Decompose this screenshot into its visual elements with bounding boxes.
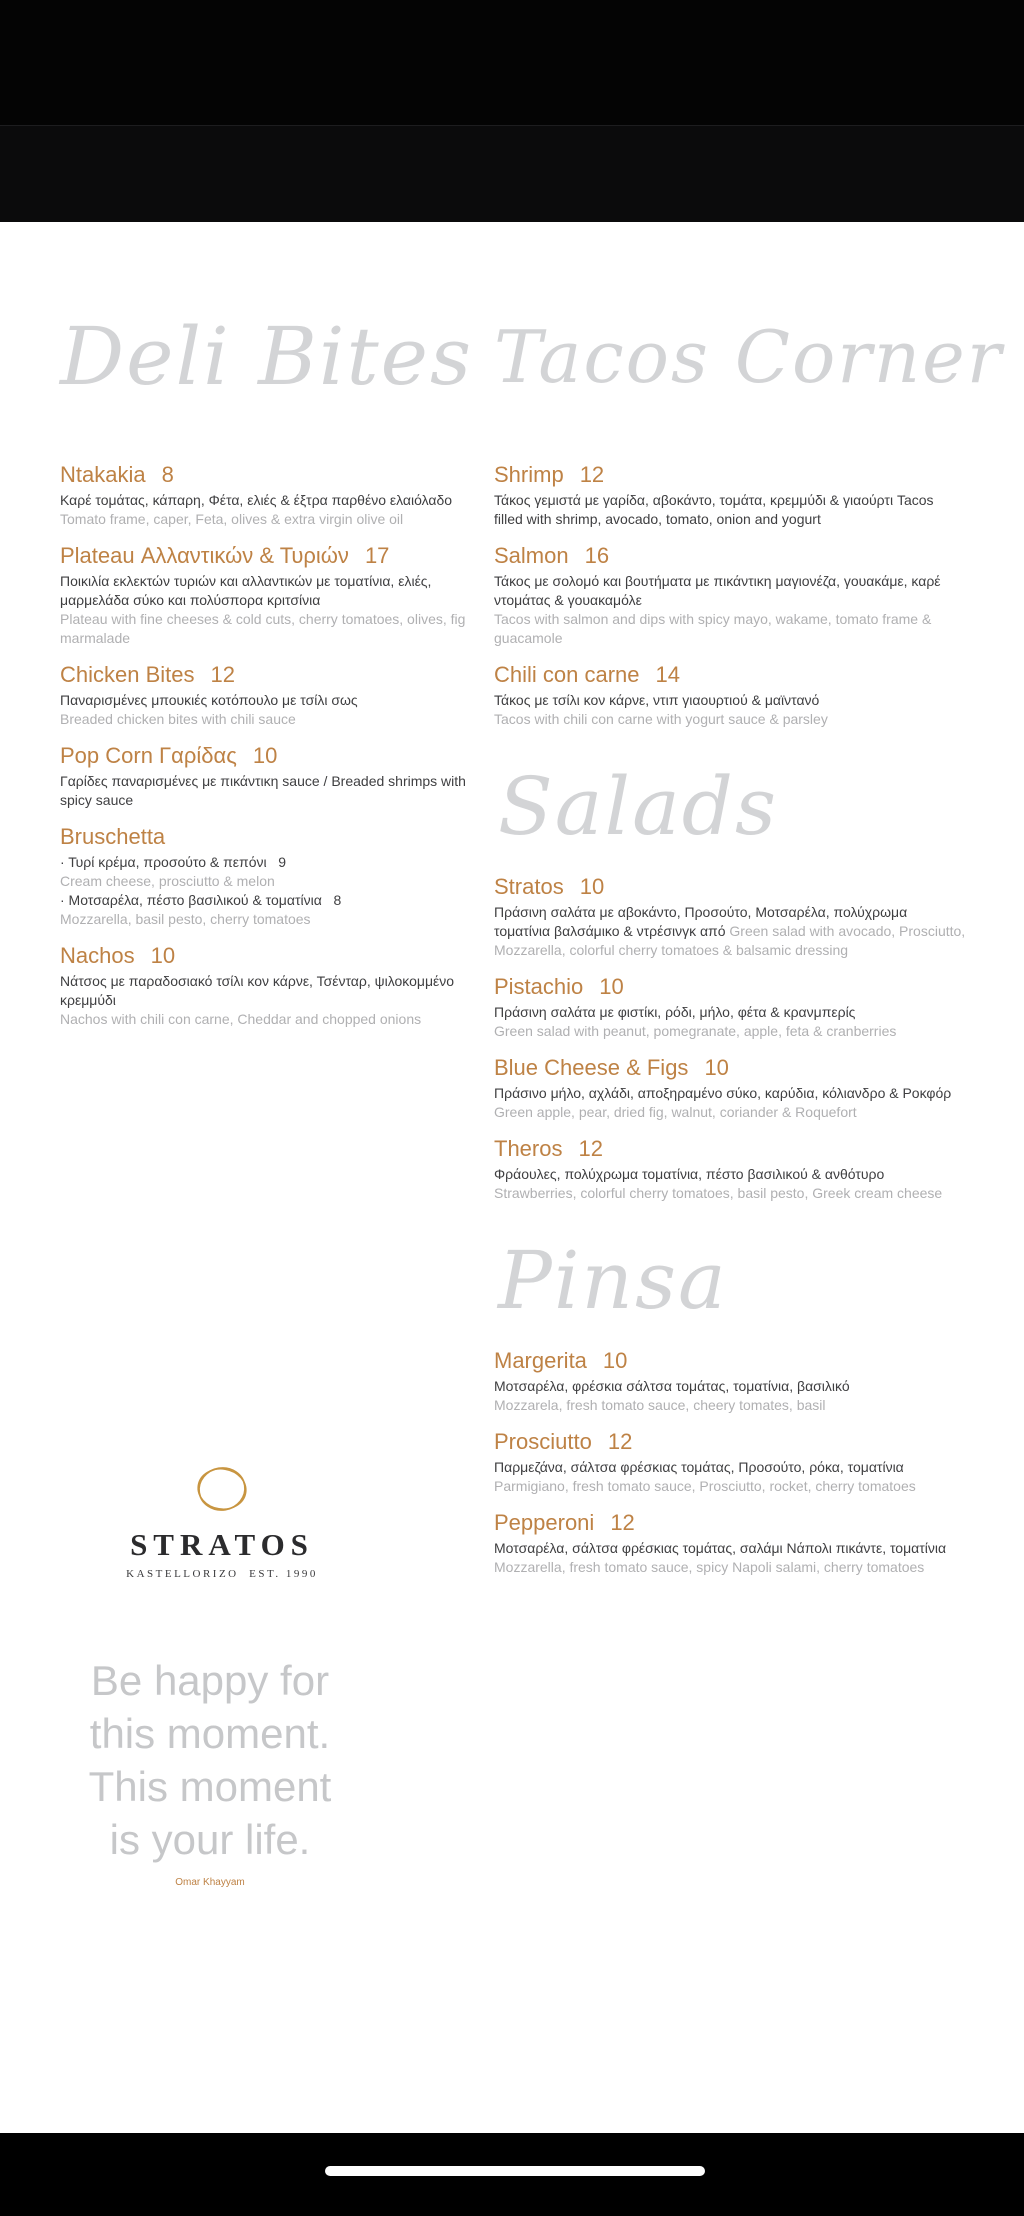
- item-price: 12: [578, 1136, 603, 1161]
- item-title: [494, 543, 966, 568]
- desc-en: Tacos with salmon and dips with spicy mayo, wakame, tomato frame & guacamole: [494, 611, 932, 646]
- item-title: [60, 743, 474, 768]
- item-title: [60, 543, 474, 568]
- menu-item: [60, 543, 474, 648]
- item-name: Pistachio: [494, 974, 584, 999]
- desc-en: Tacos with chili con carne with yogurt sauce & parsley: [494, 711, 828, 727]
- brand-subtitle: KASTELLORIZO EST. 1990: [126, 1568, 318, 1580]
- menu-item: [494, 462, 966, 529]
- section-script-title-deli-bites: Deli Bites: [60, 310, 474, 403]
- item-name: Blue Cheese & Figs: [494, 1055, 689, 1080]
- desc-el: Τάκος με σολομό και βουτήματα με πικάντικη μαγιονέζα, γουακάμε, καρέ ντομάτας & γουακαμόλε: [494, 573, 941, 608]
- brand-name: STRATOS: [130, 1527, 314, 1562]
- menu-item: [494, 662, 966, 729]
- menu-item: [494, 1348, 966, 1415]
- item-description: [60, 972, 474, 1029]
- item-title: [494, 462, 966, 487]
- item-title: [494, 1348, 966, 1373]
- desc-el: Ποικιλία εκλεκτών τυριών και αλλαντικών με τοματίνια, ελιές, μαρμελάδα σύκο και πολύσπορα κριτσίνια: [60, 573, 432, 608]
- item-description: [60, 772, 474, 810]
- item-description: [60, 572, 474, 648]
- menu-item: [494, 974, 966, 1041]
- item-name: Salmon: [494, 543, 569, 568]
- item-description: [494, 1084, 966, 1122]
- desc-el: Μοτσαρέλα, φρέσκια σάλτσα τομάτας, τοματίνια, βασιλικό: [494, 1378, 850, 1394]
- desc-en: Breaded chicken bites with chili sauce: [60, 711, 296, 727]
- item-title: [494, 1510, 966, 1535]
- menu-item: [60, 662, 474, 729]
- item-description: [494, 1003, 966, 1041]
- item-title: [60, 943, 474, 968]
- desc-el: Τάκος γεμιστά με γαρίδα, αβοκάντο, τομάτα, κρεμμύδι & γιαούρτι Tacos filled with shrimp, avocado, tomato, onion and yogurt: [494, 492, 934, 527]
- item-name: Stratos: [494, 874, 564, 899]
- item-description: [494, 691, 966, 729]
- item-title: [494, 1055, 966, 1080]
- item-price: 10: [704, 1055, 729, 1080]
- item-price: 10: [150, 943, 176, 968]
- item-description: [494, 572, 966, 648]
- item-name: Pop Corn Γαρίδας: [60, 743, 237, 768]
- section-script-title-salads: Salads: [498, 760, 779, 853]
- desc-en: Green salad with peanut, pomegranate, apple, feta & cranberries: [494, 1023, 897, 1039]
- menu-item: [60, 743, 474, 810]
- quote-attribution: Omar Khayyam: [175, 1877, 245, 1888]
- desc-el: Μοτσαρέλα, σάλτσα φρέσκιας τομάτας, σαλάμι Νάπολι πικάντε, τοματίνια: [494, 1540, 947, 1556]
- item-title: [494, 662, 966, 687]
- desc-el: Τάκος με τσίλι κον κάρνε, ντιπ γιαουρτιού & μαϊντανό: [494, 692, 820, 708]
- desc-el: Πράσινη σαλάτα με φιστίκι, ρόδι, μήλο, φέτα & κρανμπερίς: [494, 1004, 856, 1020]
- item-description: [494, 903, 966, 960]
- item-description: [494, 1458, 966, 1496]
- desc-el: Καρέ τομάτας, κάπαρη, Φέτα, ελιές & έξτρα παρθένο ελαιόλαδο: [60, 492, 453, 508]
- menu-item: [494, 1055, 966, 1122]
- item-name: Chili con carne: [494, 662, 640, 687]
- item-price: 12: [610, 1510, 635, 1535]
- item-price: 14: [655, 662, 680, 687]
- quote-line: is your life.: [109, 1816, 311, 1863]
- desc-el: Πράσινη σαλάτα με αβοκάντο, Προσούτο, Μοτσαρέλα, πολύχρωμα τοματίνια βαλσάμικο & ντρέσινγκ από: [494, 904, 908, 939]
- desc-en: Mozzarela, fresh tomato sauce, cheery tomates, basil: [494, 1397, 826, 1413]
- section-script-title-tacos-corner: Tacos Corner: [494, 315, 1004, 399]
- menu-item: [60, 824, 474, 929]
- quote-line: Be happy for: [90, 1657, 330, 1704]
- quote: [30, 1654, 390, 1890]
- item-price: 17: [364, 543, 390, 568]
- item-title: [494, 874, 966, 899]
- desc-el: · Τυρί κρέμα, προσούτο & πεπόνι 9: [60, 854, 287, 870]
- menu-column-right: [494, 297, 1004, 1591]
- menu-item: [494, 1510, 966, 1577]
- menu-item: [494, 543, 966, 648]
- status-bar: [0, 0, 1024, 125]
- item-description: [60, 491, 474, 529]
- brand-block: [60, 1462, 384, 1580]
- item-description: [494, 1539, 966, 1577]
- item-name: Bruschetta: [60, 824, 166, 849]
- menu-column-left: [60, 297, 474, 1043]
- item-description: [60, 853, 474, 929]
- item-title: [494, 1429, 966, 1454]
- item-name: Nachos: [60, 943, 135, 968]
- item-title: [494, 1136, 966, 1161]
- desc-el: Φράουλες, πολύχρωμα τοματίνια, πέστο βασιλικού & ανθότυρο: [494, 1166, 885, 1182]
- desc-el: Πράσινο μήλο, αχλάδι, αποξηραμένο σύκο, καρύδια, κόλιανδρο & Ροκφόρ: [494, 1085, 952, 1101]
- circle-logo-icon: [194, 1462, 250, 1521]
- item-description: [494, 491, 966, 529]
- item-description: [494, 1165, 966, 1203]
- menu-item: [494, 1136, 966, 1203]
- item-name: Ntakakia: [60, 462, 146, 487]
- item-price: 10: [599, 974, 624, 999]
- item-name: Pepperoni: [494, 1510, 595, 1535]
- item-title: [494, 974, 966, 999]
- item-name: Prosciutto: [494, 1429, 592, 1454]
- item-price: 10: [579, 874, 605, 899]
- desc-en: Mozzarella, basil pesto, cherry tomatoes: [60, 911, 311, 927]
- quote-line: this moment.: [89, 1710, 331, 1757]
- item-price: 12: [210, 662, 235, 687]
- desc-el: · Μοτσαρέλα, πέστο βασιλικού & τοματίνια 8: [60, 892, 342, 908]
- desc-el: Παρμεζάνα, σάλτσα φρέσκιας τομάτας, Προσούτο, ρόκα, τοματίνια: [494, 1459, 904, 1475]
- desc-en: Mozzarella, fresh tomato sauce, spicy Napoli salami, cherry tomatoes: [494, 1559, 925, 1575]
- item-price: 8: [161, 462, 174, 487]
- home-indicator[interactable]: [325, 2166, 705, 2176]
- menu-item: [494, 1429, 966, 1496]
- quote-line: This moment: [88, 1763, 332, 1810]
- menu-item: [60, 943, 474, 1029]
- desc-en: Plateau with fine cheeses & cold cuts, cherry tomatoes, olives, fig marmalade: [60, 611, 466, 646]
- desc-en: Tomato frame, caper, Feta, olives & extra virgin olive oil: [60, 511, 404, 527]
- section-script-title-pinsa: Pinsa: [498, 1234, 728, 1327]
- desc-el: Παναρισμένες μπουκιές κοτόπουλο με τσίλι σως: [60, 692, 358, 708]
- desc-el: Νάτσος με παραδοσιακό τσίλι κον κάρνε, Τσένταρ, ψιλοκομμένο κρεμμύδι: [60, 973, 455, 1008]
- item-name: Plateau Αλλαντικών & Τυριών: [60, 543, 349, 568]
- item-price: 12: [607, 1429, 633, 1454]
- quote-lines: [30, 1654, 390, 1866]
- item-price: 16: [584, 543, 610, 568]
- desc-el: Γαρίδες παναρισμένες με πικάντικη sauce / Breaded shrimps with spicy sauce: [60, 773, 466, 808]
- item-price: 10: [602, 1348, 628, 1373]
- desc-en: Green apple, pear, dried fig, walnut, coriander & Roquefort: [494, 1104, 857, 1120]
- item-name: Theros: [494, 1136, 563, 1161]
- item-title: [60, 662, 474, 687]
- desc-en: Nachos with chili con carne, Cheddar and chopped onions: [60, 1011, 422, 1027]
- item-name: Shrimp: [494, 462, 564, 487]
- item-title: [60, 824, 474, 849]
- app-toolbar: [0, 125, 1024, 223]
- item-description: [494, 1377, 966, 1415]
- item-title: [60, 462, 474, 487]
- item-name: Margerita: [494, 1348, 587, 1373]
- menu-page: [0, 222, 1024, 2133]
- menu-item: [494, 874, 966, 960]
- menu-item: [60, 462, 474, 529]
- desc-en: Parmigiano, fresh tomato sauce, Prosciutto, rocket, cherry tomatoes: [494, 1478, 916, 1494]
- item-price: 10: [252, 743, 278, 768]
- item-description: [60, 691, 474, 729]
- desc-en: Strawberries, colorful cherry tomatoes, basil pesto, Greek cream cheese: [494, 1185, 943, 1201]
- desc-en: Green salad with avocado, Prosciutto, Mozzarella, colorful cherry tomatoes & balsamic dressing: [494, 923, 966, 958]
- desc-en: Cream cheese, prosciutto & melon: [60, 873, 275, 889]
- item-price: 12: [579, 462, 605, 487]
- item-name: Chicken Bites: [60, 662, 195, 687]
